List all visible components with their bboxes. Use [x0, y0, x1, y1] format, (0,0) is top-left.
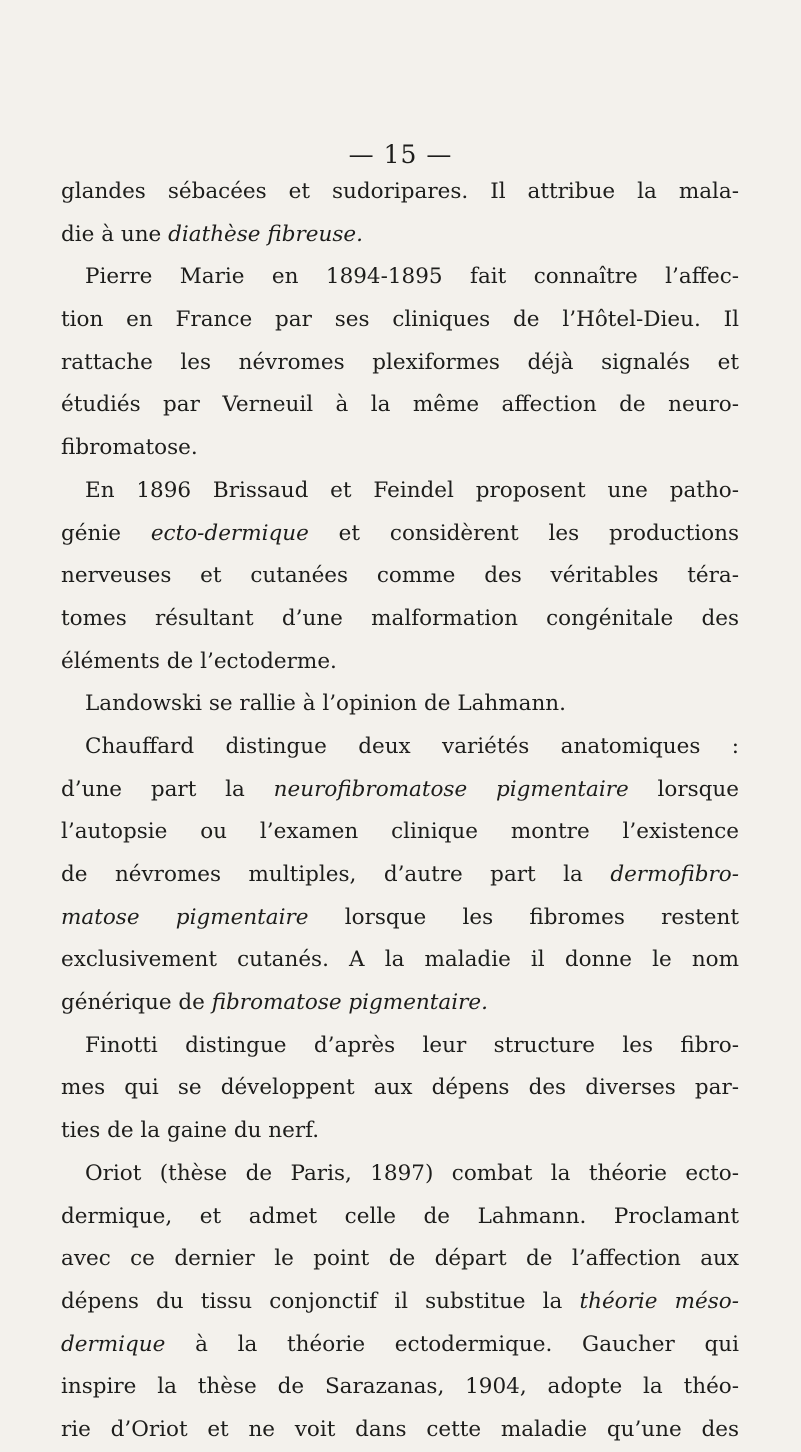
text-segment: l’autopsie ou l’examen clinique montre l’existence	[61, 819, 739, 845]
text-line	[61, 1025, 739, 1068]
text-segment: fibromatose.	[61, 435, 198, 461]
text-line	[61, 1281, 739, 1324]
italic-text: dermique	[61, 1331, 166, 1357]
text-line	[61, 1067, 739, 1110]
text-segment: lorsque les fibromes restent	[308, 904, 740, 930]
text-segment: lorsque	[628, 776, 739, 802]
text-segment: mes qui se développent aux dépens des diverses par-	[61, 1075, 739, 1101]
text-line	[61, 897, 739, 940]
text-line	[61, 982, 739, 1025]
text-segment: Oriot (thèse de Paris, 1897) combat la théorie ecto-	[85, 1160, 739, 1186]
italic-text: théorie méso-	[579, 1288, 739, 1314]
text-line	[61, 726, 739, 769]
text-line	[61, 555, 739, 598]
text-line	[61, 427, 739, 470]
text-line	[61, 769, 739, 812]
italic-text: matose pigmentaire	[61, 904, 309, 930]
text-segment: à la théorie ectodermique. Gaucher qui	[165, 1331, 739, 1357]
text-line	[61, 342, 739, 385]
text-line	[61, 256, 739, 299]
text-line	[61, 1110, 739, 1153]
text-segment: Pierre Marie en 1894-1895 fait connaître l’affec-	[85, 264, 739, 290]
text-line	[61, 1409, 739, 1452]
text-line	[61, 811, 739, 854]
text-segment: glandes sébacées et sudoripares. Il attribue la mala-	[61, 179, 739, 204]
text-segment: tion en France par ses cliniques de l’Hôtel-Dieu. Il	[61, 307, 739, 333]
text-segment: dépens du tissu conjonctif il substitue la	[61, 1288, 580, 1314]
text-segment: nerveuses et cutanées comme des véritables téra-	[61, 563, 739, 589]
text-segment: d’une part la	[61, 776, 274, 802]
text-line	[61, 939, 739, 982]
text-segment: avec ce dernier le point de départ de l’affection aux	[61, 1246, 739, 1272]
text-segment: dermique, et admet celle de Lahmann. Proclamant	[61, 1203, 739, 1229]
text-line	[61, 384, 739, 427]
text-segment: die à une	[61, 221, 169, 247]
text-line	[61, 1366, 739, 1409]
text-line	[61, 299, 739, 342]
italic-text: ecto-dermique	[150, 520, 309, 546]
text-line	[61, 513, 739, 556]
text-line	[61, 1153, 739, 1196]
text-segment: Landowski se rallie à l’opinion de Lahmann.	[85, 691, 566, 717]
text-segment: rattache les névromes plexiformes déjà signalés et	[61, 349, 739, 375]
text-line	[61, 214, 739, 257]
text-line	[61, 854, 739, 897]
text-segment: générique de	[61, 990, 212, 1016]
text-segment: étudiés par Verneuil à la même affection de neuro-	[61, 392, 739, 418]
text-segment: Chauffard distingue deux variétés anatomiques :	[85, 733, 739, 759]
text-segment: tomes résultant d’une malformation congénitale des	[61, 605, 739, 631]
italic-text: neurofibromatose pigmentaire	[273, 776, 629, 802]
page-number-header: — 15 —	[348, 140, 453, 169]
italic-text: diathèse fibreuse.	[168, 221, 363, 247]
text-line	[61, 641, 739, 684]
text-line	[61, 1238, 739, 1281]
text-segment: ties de la gaine du nerf.	[61, 1118, 320, 1144]
text-line	[61, 470, 739, 513]
text-line	[61, 683, 739, 726]
text-segment: En 1896 Brissaud et Feindel proposent une patho-	[85, 477, 739, 503]
italic-text: fibromatose pigmentaire.	[211, 990, 488, 1016]
body-text	[61, 171, 739, 1452]
text-segment: Finotti distingue d’après leur structure les fibro-	[85, 1032, 739, 1058]
text-segment: de névromes multiples, d’autre part la	[61, 862, 611, 887]
text-segment: génie	[61, 520, 151, 546]
text-line	[61, 598, 739, 641]
text-line	[61, 1196, 739, 1239]
italic-text: dermofibro-	[610, 862, 739, 887]
text-line	[61, 171, 739, 214]
text-segment: éléments de l’ectoderme.	[61, 648, 337, 674]
text-segment: inspire la thèse de Sarazanas, 1904, adopte la théo-	[61, 1374, 739, 1400]
text-segment: et considèrent les productions	[308, 520, 739, 546]
text-segment: rie d’Oriot et ne voit dans cette maladie qu’une des	[61, 1416, 739, 1442]
text-segment: exclusivement cutanés. A la maladie il donne le nom	[61, 947, 739, 973]
text-line	[61, 1324, 739, 1367]
